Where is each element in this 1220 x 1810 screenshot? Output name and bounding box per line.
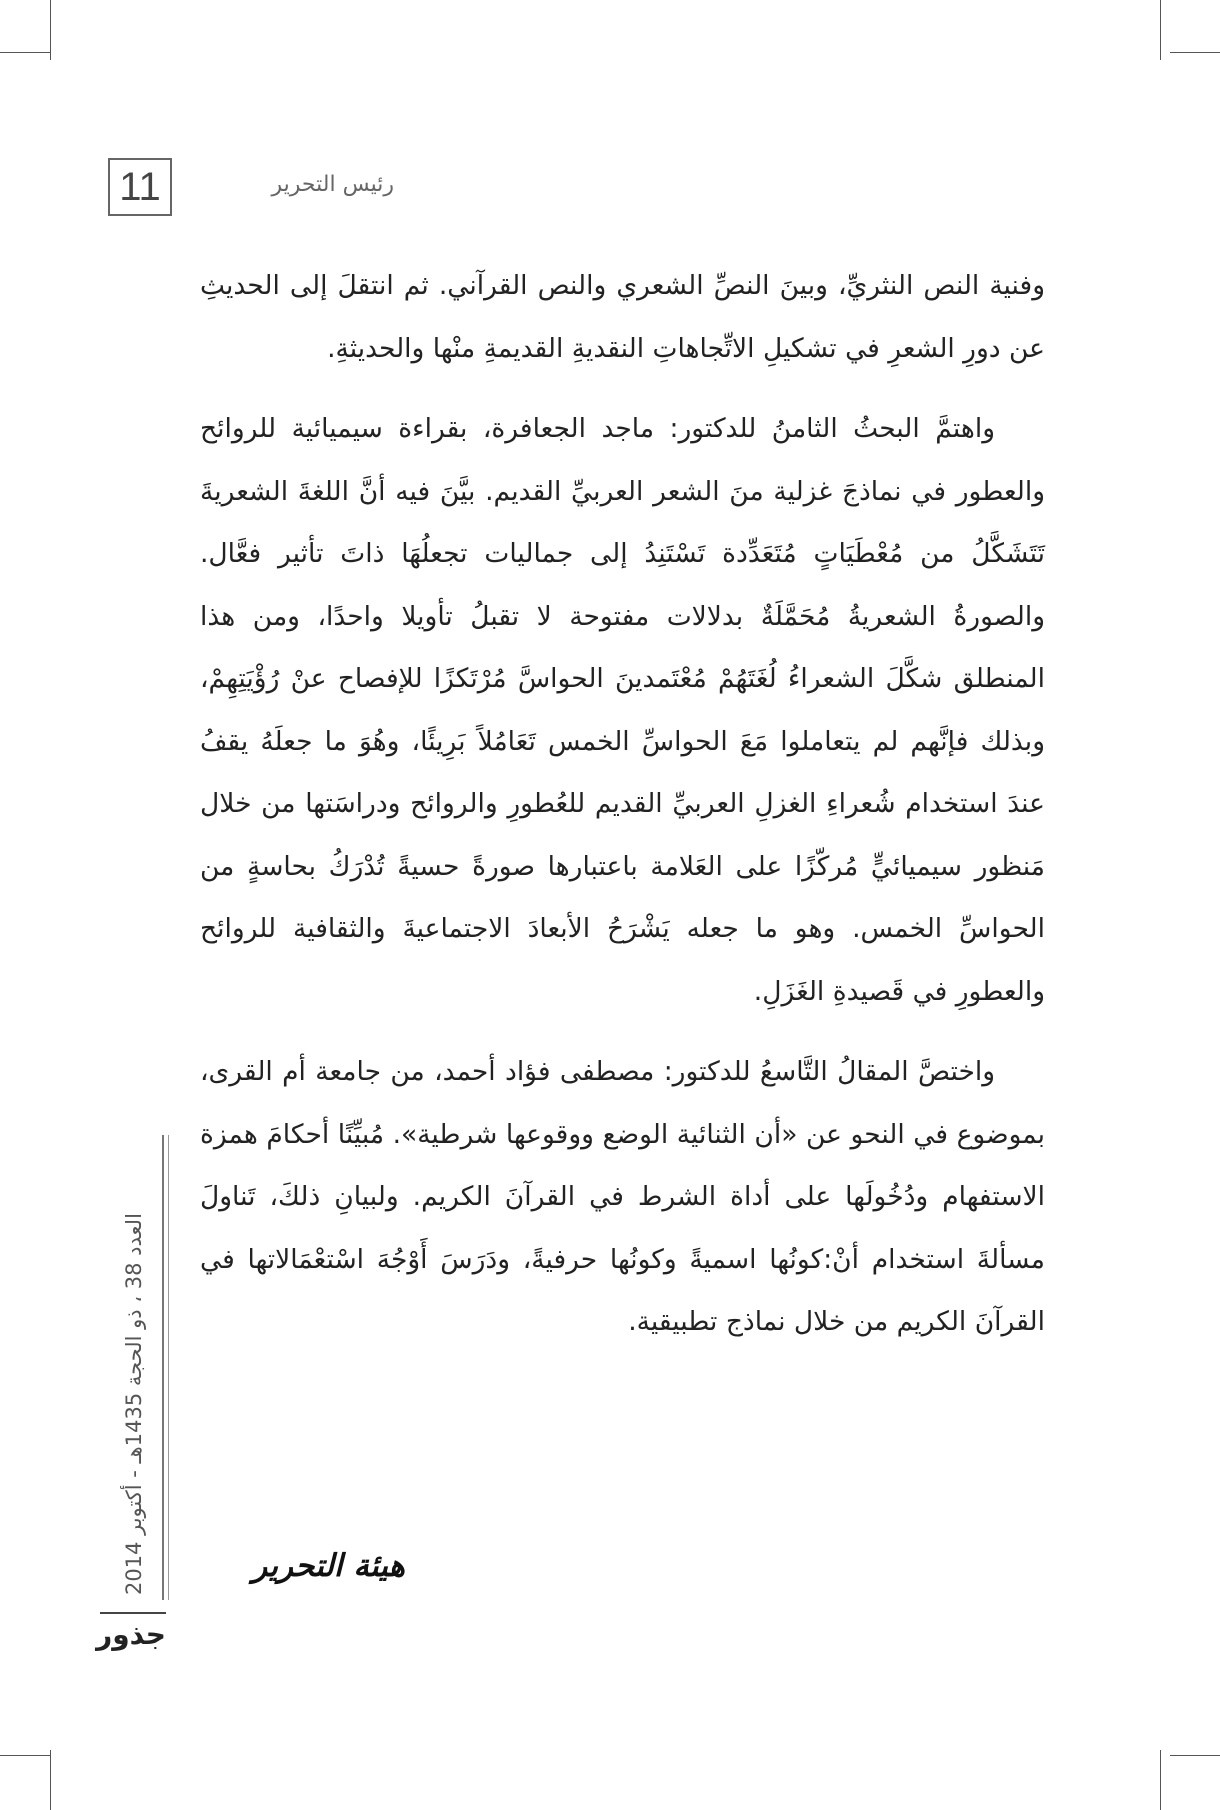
crop-mark <box>1160 0 1161 60</box>
paragraph: واختصَّ المقالُ التَّاسعُ للدكتور: مصطفى فؤاد أحمد، من جامعة أم القرى، بموضوع في النحو عن «أن الثنائية الوضع ووقوعها شرطية». مُبيِّنًا أحكامَ همزة الاستفهام ودُخُولَها على أداة الشرط في القرآنَ الكريم. ولبيانِ ذلكَ، تَناولَ مسألةَ استخدام أنْ:كونُها اسميةً وكونُها حرفيةً، ودَرَسَ أَوْجُهَ اسْتعْمَالاتها في القرآنَ الكريم من خلال نماذج تطبيقية. <box>200 1056 1045 1337</box>
article-body <box>200 255 1045 1372</box>
running-head: رئيس التحرير <box>271 172 394 197</box>
crop-mark <box>0 1755 50 1756</box>
crop-mark <box>1170 1755 1220 1756</box>
page-number: 11 <box>108 158 172 216</box>
sidebar-rule <box>162 1135 164 1600</box>
crop-mark <box>1160 1750 1161 1810</box>
crop-mark <box>0 52 50 53</box>
issue-info-text: العدد 38 ، ذو الحجة 1435هـ - أكتوبر 2014 <box>122 1213 146 1595</box>
paragraph: وفنية النص النثريِّ، وبينَ النصِّ الشعري والنص القرآني. ثم انتقلَ إلى الحديثِ عن دورِ الشعرِ في تشكيلِ الاتِّجاهاتِ النقديةِ القديمةِ منْها والحديثةِ. <box>200 270 1045 364</box>
crop-mark <box>50 0 51 60</box>
sidebar-rule <box>168 1135 169 1600</box>
signature: هيئة التحرير <box>252 1548 405 1584</box>
crop-mark <box>1170 52 1220 53</box>
crop-mark <box>50 1750 51 1810</box>
journal-logo: جذور <box>100 1612 166 1651</box>
paragraph: واهتمَّ البحثُ الثامنُ للدكتور: ماجد الجعافرة، بقراءة سيميائية للروائح والعطور في نماذجَ غزلية منَ الشعر العربيِّ القديم. بيَّنَ فيه أنَّ اللغةَ الشعريةَ تَتَشَكَّلُ من مُعْطَيَاتٍ مُتَعَدِّدة تَسْتَنِدُ إلى جماليات تجعلُهَا ذاتَ تأثير فعَّال. والصورةُ الشعريةُ مُحَمَّلَةٌ بدلالات مفتوحة لا تقبلُ تأويلا واحدًا، ومن هذا المنطلق شكَّلَ الشعراءُ لُغَتَهُمْ مُعْتَمدينَ الحواسَّ مُرْتَكزًا للإفصاح عنْ رُؤْيَتِهِمْ، وبذلك فإنَّهم لم يتعاملوا مَعَ الحواسِّ الخمس تَعَامُلاً بَرِيئًا، وهُوَ ما جعلَهُ يقفُ عندَ استخدام شُعراءِ الغزلِ العربيِّ القديم للعُطورِ والروائح ودراسَتها من خلال مَنظور سيميائيٍّ مُركّزًا على العَلامة باعتبارها صورةً حسيةً تُدْرَكُ بحاسةٍ من الحواسِّ الخمس. وهو ما جعله يَشْرَحُ الأبعادَ الاجتماعيةَ والثقافية للروائح والعطورِ في قَصيدةِ الغَزَلِ. <box>200 413 1045 1007</box>
